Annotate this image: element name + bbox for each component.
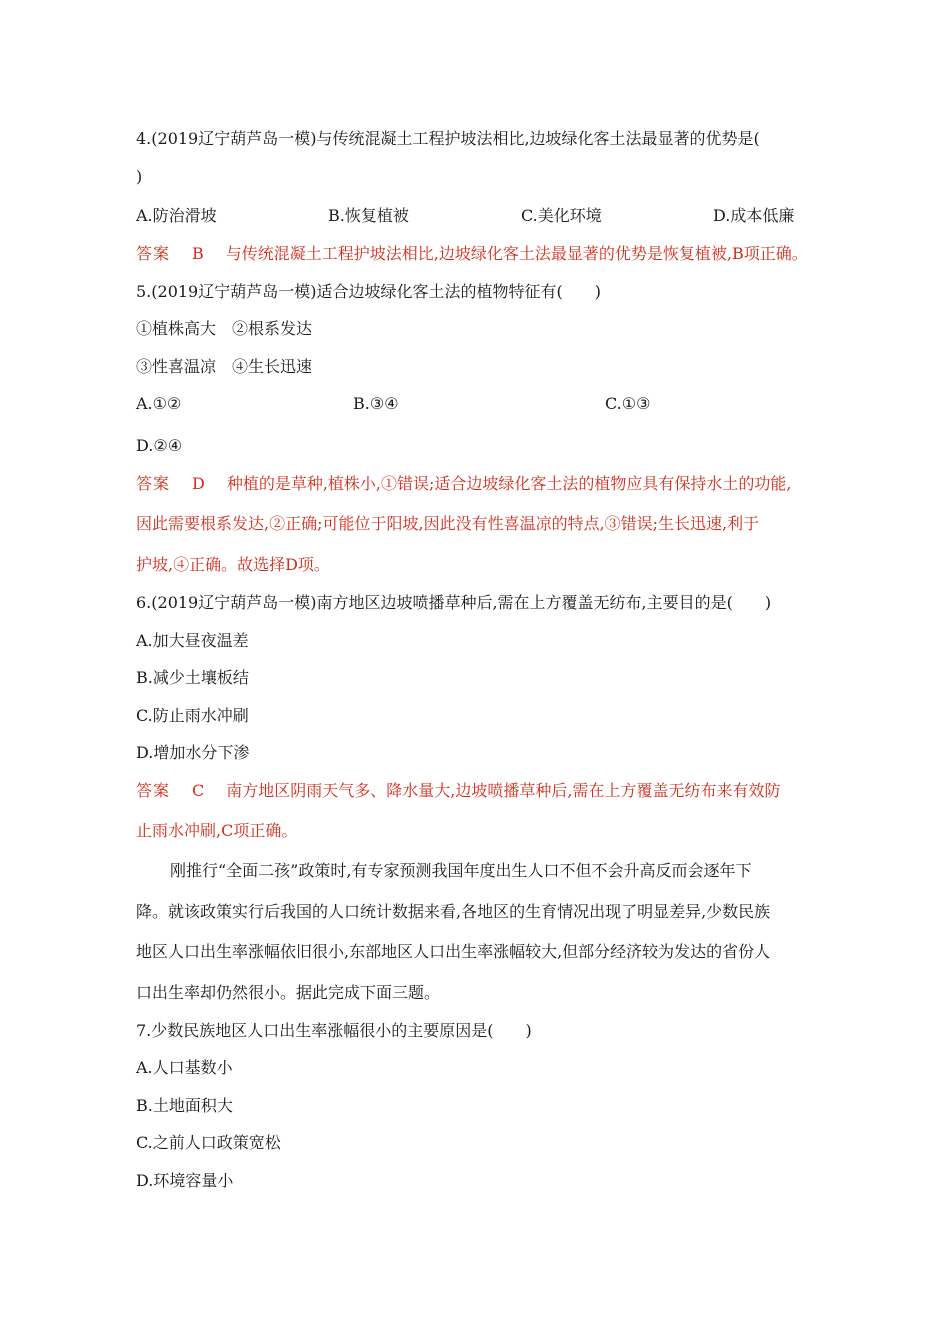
q5-answer-line-1 bbox=[136, 474, 792, 494]
q6-stem: 6.(2019辽宁葫芦岛一模)南方地区边坡喷播草种后,需在上方覆盖无纺布,主要目的是( ) bbox=[136, 593, 772, 612]
q6-answer-line-1 bbox=[136, 781, 780, 801]
q5-option-d: D.②④ bbox=[136, 436, 183, 455]
answer-label: 答案 bbox=[136, 474, 171, 493]
q4-option-d: D.成本低廉 bbox=[713, 206, 795, 225]
answer-letter: B bbox=[192, 244, 204, 263]
q7-option-d: D.环境容量小 bbox=[136, 1171, 234, 1190]
passage-line-1: 刚推行“全面二孩”政策时,有专家预测我国年度出生人口不但不会升高反而会逐年下 bbox=[170, 861, 752, 880]
passage-line-2: 降。就该政策实行后我国的人口统计数据来看,各地区的生育情况出现了明显差异,少数民族 bbox=[136, 902, 771, 921]
answer-label: 答案 bbox=[136, 781, 171, 800]
q6-option-c: C.防止雨水冲刷 bbox=[136, 706, 249, 725]
q5-option-b: B.③④ bbox=[353, 394, 399, 413]
passage-line-4: 口出生率却仍然很小。据此完成下面三题。 bbox=[136, 983, 441, 1002]
q5-stem: 5.(2019辽宁葫芦岛一模)适合边坡绿化客土法的植物特征有( ) bbox=[136, 282, 601, 301]
q4-stem: 4.(2019辽宁葫芦岛一模)与传统混凝土工程护坡法相比,边坡绿化客土法最显著的优势是( bbox=[136, 129, 760, 148]
q7-option-c: C.之前人口政策宽松 bbox=[136, 1133, 281, 1152]
q4-option-b: B.恢复植被 bbox=[328, 206, 409, 225]
passage-line-3: 地区人口出生率涨幅依旧很小,东部地区人口出生率涨幅较大,但部分经济较为发达的省份人 bbox=[136, 942, 771, 961]
q5-items-line-2: ③性喜温凉 ④生长迅速 bbox=[136, 357, 313, 376]
answer-text: 南方地区阴雨天气多、降水量大,边坡喷播草种后,需在上方覆盖无纺布来有效防 bbox=[226, 781, 781, 800]
q4-answer bbox=[136, 244, 808, 264]
q6-option-b: B.减少土壤板结 bbox=[136, 668, 249, 687]
q7-stem: 7.少数民族地区人口出生率涨幅很小的主要原因是( ) bbox=[136, 1021, 532, 1040]
answer-text: 种植的是草种,植株小,①错误;适合边坡绿化客土法的植物应具有保持水土的功能, bbox=[226, 474, 792, 493]
answer-letter: D bbox=[192, 474, 205, 493]
q6-option-a: A.加大昼夜温差 bbox=[136, 631, 249, 650]
q6-option-d: D.增加水分下渗 bbox=[136, 743, 250, 762]
q6-answer-line-2: 止雨水冲刷,C项正确。 bbox=[136, 821, 298, 840]
q5-answer-line-2: 因此需要根系发达,②正确;可能位于阳坡,因此没有性喜温凉的特点,③错误;生长迅速,利于 bbox=[136, 514, 760, 533]
q7-option-b: B.土地面积大 bbox=[136, 1096, 233, 1115]
q4-option-a: A.防治滑坡 bbox=[136, 206, 217, 225]
q4-option-c: C.美化环境 bbox=[521, 206, 602, 225]
q5-answer-line-3: 护坡,④正确。故选择D项。 bbox=[136, 555, 330, 574]
q5-option-a: A.①② bbox=[136, 394, 182, 413]
q5-option-c: C.①③ bbox=[605, 394, 651, 413]
answer-text: 与传统混凝土工程护坡法相比,边坡绿化客土法最显著的优势是恢复植被,B项正确。 bbox=[225, 244, 808, 263]
answer-label: 答案 bbox=[136, 244, 171, 263]
q4-stem-cont: ) bbox=[136, 167, 143, 186]
q7-option-a: A.人口基数小 bbox=[136, 1058, 233, 1077]
answer-letter: C bbox=[192, 781, 205, 800]
q5-items-line-1: ①植株高大 ②根系发达 bbox=[136, 319, 313, 338]
